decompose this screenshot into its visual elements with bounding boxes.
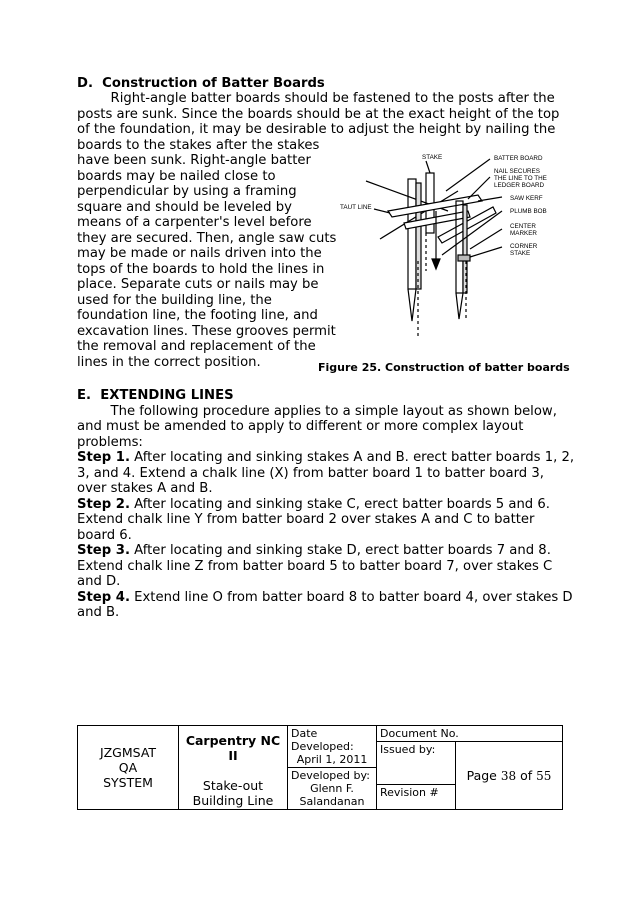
step-label: Step 1. bbox=[77, 450, 130, 465]
module-title-1: Stake-out bbox=[202, 778, 264, 793]
step-text: Extend chalk line Y from batter board 2 over stakes A and C to batter bbox=[77, 512, 535, 527]
label-saw-kerf: SAW KERF bbox=[510, 195, 543, 202]
system-name-3: SYSTEM bbox=[103, 775, 153, 790]
issued-by-cell bbox=[377, 742, 456, 785]
label-center-marker-2: MARKER bbox=[510, 230, 537, 237]
document-no-label: Document No. bbox=[380, 727, 459, 740]
batter-board-figure bbox=[318, 151, 568, 351]
label-plumb-bob: PLUMB BOB bbox=[510, 208, 547, 215]
figure-caption: Figure 25. Construction of batter boards bbox=[318, 361, 570, 374]
document-control-table bbox=[77, 725, 563, 810]
section-d-line: may be made or nails driven into the bbox=[77, 246, 322, 261]
step-text: 3, and 4. Extend a chalk line (X) from batter board 1 to batter board 3, bbox=[77, 465, 544, 481]
step-label: Step 3. bbox=[77, 543, 130, 558]
system-name-2: QA bbox=[118, 760, 138, 775]
plumb-bob bbox=[432, 259, 440, 269]
section-d-line: boards may be nailed close to bbox=[77, 168, 276, 184]
developer-name-1: Glenn F. bbox=[310, 782, 354, 795]
revision-cell bbox=[377, 785, 456, 810]
date-developed-cell bbox=[288, 726, 377, 768]
section-d-line: means of a carpenter's level before bbox=[77, 215, 312, 230]
developed-by-cell bbox=[288, 768, 377, 810]
section-d-line: of the foundation, it may be desirable to adjust the height by nailing the bbox=[77, 122, 556, 137]
batter-board-diagram bbox=[318, 151, 568, 351]
section-d-line: place. Separate cuts or nails may be bbox=[77, 277, 319, 292]
step-text: and B. bbox=[77, 605, 120, 620]
section-e-heading: E. EXTENDING LINES bbox=[77, 388, 234, 403]
step-line bbox=[77, 497, 550, 513]
step-line bbox=[77, 481, 213, 497]
course-title-1: Carpentry NC bbox=[185, 733, 281, 748]
section-d-line: perpendicular by using a framing bbox=[77, 184, 297, 199]
label-taut-line: TAUT LINE bbox=[340, 204, 372, 211]
label-batter-board: BATTER BOARD bbox=[494, 155, 543, 162]
page-of: of bbox=[516, 767, 537, 783]
section-e-intro-line: problems: bbox=[77, 434, 143, 450]
step-line bbox=[77, 450, 574, 466]
stake-left-point bbox=[408, 289, 416, 321]
stake-left bbox=[408, 179, 416, 289]
developed-by-label: Developed by: bbox=[291, 769, 370, 782]
section-d-line: used for the building line, the bbox=[77, 292, 272, 308]
section-d-line: lines in the correct position. bbox=[77, 354, 261, 370]
module-title-2: Building Line bbox=[192, 793, 274, 808]
step-text: board 6. bbox=[77, 527, 132, 543]
step-line bbox=[77, 466, 544, 482]
section-d-line: square and should be leveled by bbox=[77, 199, 292, 215]
step-line bbox=[77, 559, 552, 575]
revision-label: Revision # bbox=[380, 786, 439, 799]
step-line bbox=[77, 528, 132, 544]
page-total: 55 bbox=[536, 768, 552, 783]
step-line bbox=[77, 512, 534, 528]
step-text: over stakes A and B. bbox=[77, 481, 213, 496]
step-text: Extend line O from batter board 8 to batter board 4, over stakes D bbox=[129, 589, 573, 605]
label-nail-secures-1: NAIL SECURES bbox=[494, 168, 540, 175]
document-no-cell bbox=[377, 726, 563, 742]
label-center-marker-1: CENTER bbox=[510, 223, 536, 230]
developer-name-2: Salandanan bbox=[299, 795, 365, 808]
page-cell bbox=[456, 742, 563, 810]
step-line bbox=[77, 574, 120, 590]
issued-by-label: Issued by: bbox=[380, 743, 436, 756]
step-text: After locating and sinking stakes A and B. erect batter boards 1, 2, bbox=[129, 450, 575, 465]
step-text: After locating and sinking stake C, erect batter boards 5 and 6. bbox=[129, 496, 550, 512]
step-label: Step 2. bbox=[77, 496, 130, 512]
label-nail-secures-2: THE LINE TO THE bbox=[494, 175, 547, 182]
section-d-line: have been sunk. Right-angle batter bbox=[77, 153, 311, 168]
system-name-1: JZGMSAT bbox=[99, 745, 157, 760]
title-cell bbox=[179, 726, 288, 810]
section-d-line: tops of the boards to hold the lines in bbox=[77, 261, 325, 277]
section-d-line: excavation lines. These grooves permit bbox=[77, 323, 336, 339]
step-text: After locating and sinking stake D, erect batter boards 7 and 8. bbox=[129, 543, 551, 558]
corner-stake bbox=[458, 255, 470, 261]
section-d-heading: D. Construction of Batter Boards bbox=[77, 76, 325, 91]
step-text: Extend chalk line Z from batter board 5 to batter board 7, over stakes C bbox=[77, 558, 553, 574]
label-nail-secures-3: LEDGER BOARD bbox=[494, 182, 545, 189]
section-d-line: foundation line, the footing line, and bbox=[77, 308, 318, 323]
section-d-line: the removal and replacement of the bbox=[77, 339, 316, 354]
system-cell bbox=[78, 726, 179, 810]
step-line bbox=[77, 590, 573, 606]
label-corner-stake-2: STAKE bbox=[510, 250, 531, 257]
section-d-line: boards to the stakes after the stakes bbox=[77, 137, 320, 153]
step-text: and D. bbox=[77, 574, 121, 589]
section-e-intro-line: The following procedure applies to a simple layout as shown below, bbox=[77, 403, 557, 419]
section-e-intro-line: and must be amended to apply to different or more complex layout bbox=[77, 419, 524, 434]
page-number: 38 bbox=[500, 768, 517, 783]
course-title-2: II bbox=[228, 748, 238, 763]
step-label: Step 4. bbox=[77, 589, 130, 605]
date-value: April 1, 2011 bbox=[296, 753, 368, 766]
page-prefix: Page bbox=[466, 767, 501, 783]
section-d-line: they are secured. Then, angle saw cuts bbox=[77, 230, 337, 246]
date-label-1: Date bbox=[291, 727, 318, 740]
date-label-2: Developed: bbox=[291, 740, 354, 753]
label-stake: STAKE bbox=[422, 154, 443, 161]
label-corner-stake-1: CORNER bbox=[510, 243, 538, 250]
section-d-line: posts are sunk. Since the boards should be at the exact height of the top bbox=[77, 106, 560, 122]
step-line bbox=[77, 543, 551, 559]
step-line bbox=[77, 605, 119, 621]
section-d-line: Right-angle batter boards should be fastened to the posts after the bbox=[77, 91, 555, 106]
